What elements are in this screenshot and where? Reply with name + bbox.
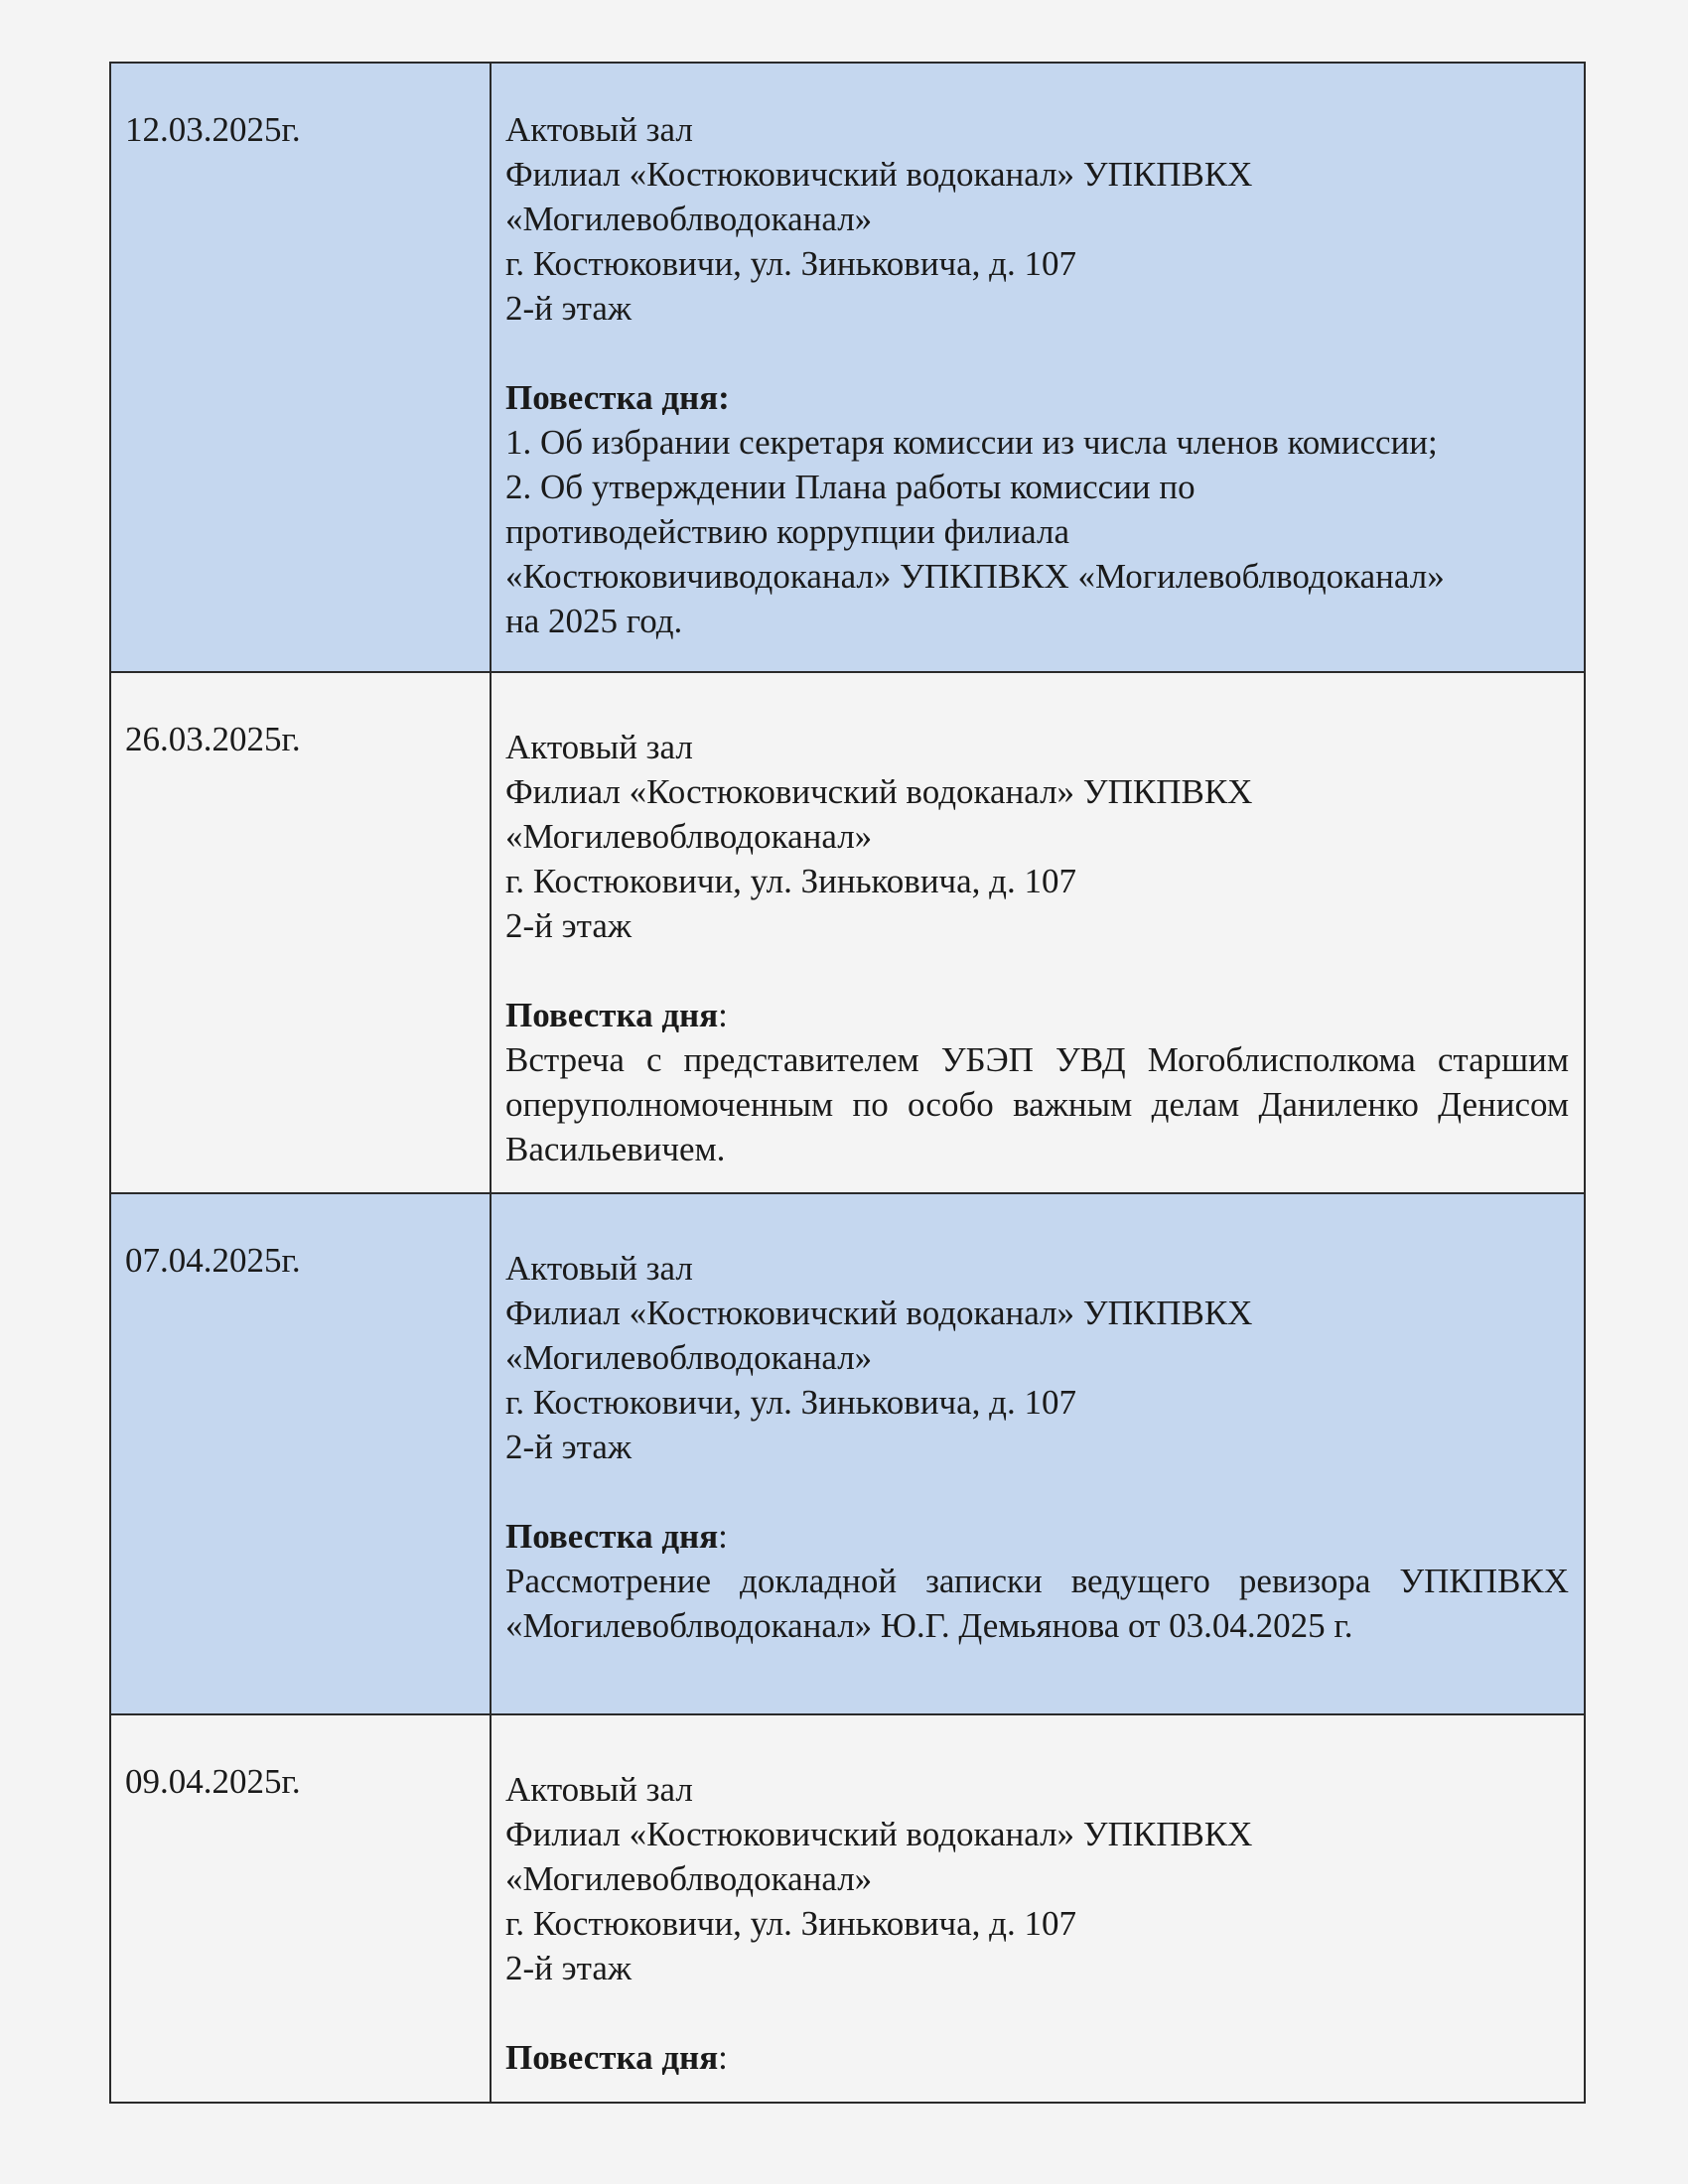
table-row	[110, 1714, 1585, 2103]
meeting-address: г. Костюковичи, ул. Зиньковича, д. 107	[505, 1904, 1076, 1943]
agenda-text: Рассмотрение докладной записки ведущего ревизора УПКПВКХ «Могилевоблводоканал» Ю.Г. Демьянова от 03.04.2025 г.	[505, 1562, 1569, 1645]
meeting-info-cell	[491, 1714, 1585, 2103]
meeting-info-cell	[491, 63, 1585, 672]
spacer	[505, 331, 1569, 375]
table-row	[110, 63, 1585, 672]
date-cell	[110, 672, 491, 1193]
meeting-schedule-table	[109, 62, 1586, 2104]
spacer	[505, 1469, 1569, 1514]
meeting-address: г. Костюковичи, ул. Зиньковича, д. 107	[505, 244, 1076, 283]
meeting-floor: 2-й этаж	[505, 906, 633, 945]
meeting-address: г. Костюковичи, ул. Зиньковича, д. 107	[505, 862, 1076, 900]
agenda-item: «Костюковичиводоканал» УПКПВКХ «Могилевоблводоканал»	[505, 557, 1445, 596]
agenda-label: Повестка дня:	[505, 378, 730, 417]
agenda-item: 1. Об избрании секретаря комиссии из числа членов комиссии;	[505, 423, 1438, 462]
agenda-heading	[505, 2035, 1569, 2080]
agenda-item: на 2025 год.	[505, 602, 683, 640]
meeting-date: 07.04.2025г.	[125, 1241, 301, 1280]
table-row	[110, 672, 1585, 1193]
meeting-place: Актовый зал	[505, 110, 693, 149]
organization-line: «Могилевоблводоканал»	[505, 1859, 873, 1898]
table-row	[110, 1193, 1585, 1714]
meeting-place: Актовый зал	[505, 1249, 693, 1288]
agenda-label: Повестка дня	[505, 2038, 719, 2077]
agenda-label: Повестка дня	[505, 1517, 719, 1556]
date-cell	[110, 1714, 491, 2103]
meeting-place: Актовый зал	[505, 728, 693, 766]
organization-line: Филиал «Костюковичский водоканал» УПКПВКХ	[505, 1294, 1253, 1332]
organization-line: «Могилевоблводоканал»	[505, 817, 873, 856]
meeting-date: 09.04.2025г.	[125, 1762, 301, 1801]
agenda-item: 2. Об утверждении Плана работы комиссии по	[505, 468, 1196, 506]
agenda-colon: :	[718, 996, 728, 1034]
meeting-floor: 2-й этаж	[505, 289, 633, 328]
agenda-item: противодействию коррупции филиала	[505, 512, 1070, 551]
date-cell	[110, 63, 491, 672]
meeting-date: 26.03.2025г.	[125, 720, 301, 758]
agenda-colon: :	[718, 1517, 728, 1556]
date-cell	[110, 1193, 491, 1714]
organization-line: «Могилевоблводоканал»	[505, 200, 873, 238]
meeting-date: 12.03.2025г.	[125, 110, 301, 149]
agenda-heading	[505, 993, 1569, 1037]
agenda-colon: :	[718, 2038, 728, 2077]
organization-line: «Могилевоблводоканал»	[505, 1338, 873, 1377]
spacer	[505, 1990, 1569, 2035]
meeting-address: г. Костюковичи, ул. Зиньковича, д. 107	[505, 1383, 1076, 1422]
agenda-label: Повестка дня	[505, 996, 719, 1034]
agenda-heading	[505, 1514, 1569, 1559]
organization-line: Филиал «Костюковичский водоканал» УПКПВКХ	[505, 772, 1253, 811]
organization-line: Филиал «Костюковичский водоканал» УПКПВКХ	[505, 155, 1253, 194]
agenda-text: Встреча с представителем УБЭП УВД Могоблисполкома старшим оперуполномоченным по особо важным делам Даниленко Денисом Васильевичем.	[505, 1040, 1569, 1168]
meeting-floor: 2-й этаж	[505, 1428, 633, 1466]
meeting-info-cell	[491, 672, 1585, 1193]
meeting-info-cell	[491, 1193, 1585, 1714]
meeting-place: Актовый зал	[505, 1770, 693, 1809]
organization-line: Филиал «Костюковичский водоканал» УПКПВКХ	[505, 1815, 1253, 1853]
spacer	[505, 948, 1569, 993]
meeting-floor: 2-й этаж	[505, 1949, 633, 1987]
